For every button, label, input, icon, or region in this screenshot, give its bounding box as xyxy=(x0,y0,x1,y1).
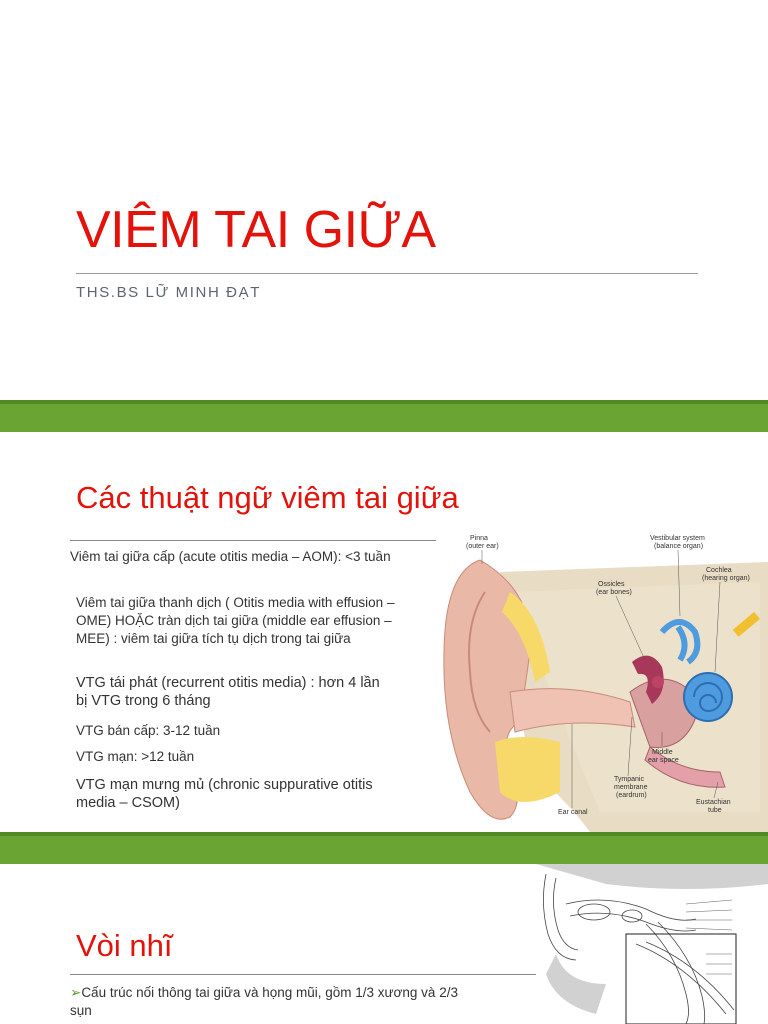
slide-title: Các thuật ngữ viêm tai giữa xyxy=(76,480,459,515)
label-pinna-sub: (outer ear) xyxy=(466,543,499,550)
bullet-text: Cấu trúc nối thông tai giữa và họng mũi, gồm 1/3 xương và 2/3 sụn xyxy=(70,985,458,1018)
title-slide xyxy=(0,0,768,400)
label-vestibular-sub: (balance organ) xyxy=(654,543,704,550)
label-vestibular: Vestibular system xyxy=(650,535,705,542)
label-pinna: Pinna xyxy=(470,535,488,542)
term-item: VTG mạn: >12 tuần xyxy=(76,749,195,764)
term-item: VTG bán cấp: 3-12 tuần xyxy=(76,723,221,738)
label-eustachian-sub: tube xyxy=(708,807,722,814)
label-middle-ear: Middle xyxy=(652,749,673,756)
label-cochlea: Cochlea xyxy=(706,567,732,574)
term-item: VTG tái phát (recurrent otitis media) : hơn 4 lần bị VTG trong 6 tháng xyxy=(76,675,380,709)
term-item: VTG mạn mưng mủ (chronic suppurative otitis media – CSOM) xyxy=(76,777,373,811)
label-ear-canal: Ear canal xyxy=(558,809,588,816)
slide-separator xyxy=(0,400,768,432)
label-tympanic-sub: membrane xyxy=(614,784,648,791)
slide-separator xyxy=(0,832,768,864)
title-divider xyxy=(70,974,538,975)
term-item: Viêm tai giữa thanh dịch ( Otitis media with effusion – OME) HOẶC tràn dịch tai giữa (middle ear effusion – MEE) : viêm tai giữa tích tụ dịch trong tai giữa xyxy=(76,595,395,646)
label-eustachian: Eustachian xyxy=(696,799,731,806)
title-divider xyxy=(70,540,436,541)
label-ossicles-sub: (ear bones) xyxy=(596,589,632,596)
eustachian-slide xyxy=(0,864,768,1024)
label-ossicles: Ossicles xyxy=(598,581,625,588)
presentation-title: VIÊM TAI GIỮA xyxy=(76,201,436,259)
arrow-bullet-icon: ➢ xyxy=(70,985,82,1000)
terms-slide xyxy=(0,432,768,832)
label-tympanic: Tympanic xyxy=(614,776,644,783)
label-middle-ear-sub: ear space xyxy=(648,757,679,764)
bullet-item xyxy=(70,984,470,1020)
eustachian-tube-illustration xyxy=(536,864,768,1024)
label-tympanic-sub2: (eardrum) xyxy=(616,792,647,799)
title-divider xyxy=(76,273,698,274)
ear-anatomy-diagram xyxy=(440,532,768,832)
term-item: Viêm tai giữa cấp (acute otitis media – AOM): <3 tuần xyxy=(70,549,391,564)
slide-title: Vòi nhĩ xyxy=(76,928,173,963)
label-cochlea-sub: (hearing organ) xyxy=(702,575,750,582)
author-subtitle: THS.BS LỮ MINH ĐẠT xyxy=(76,284,261,301)
